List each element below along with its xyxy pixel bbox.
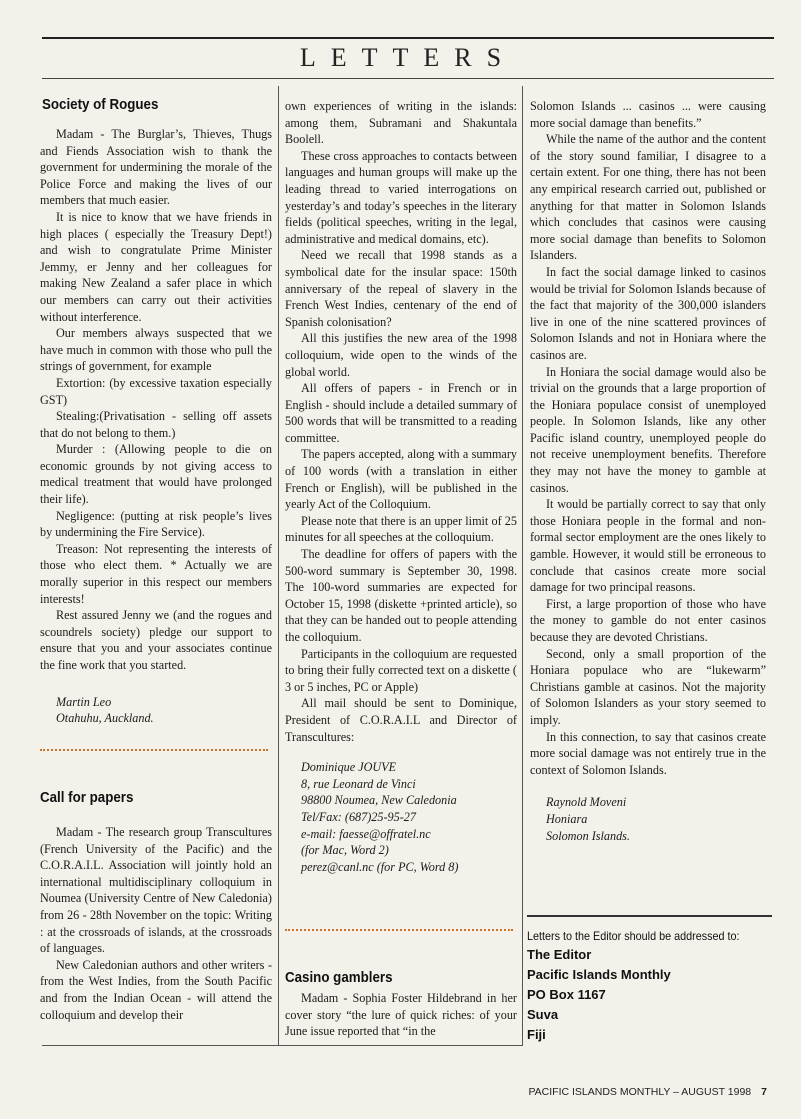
paragraph: own experiences of writing in the islands: among them, Subramani and Shakuntala Boolell. (285, 99, 517, 147)
paragraph: Rest assured Jenny we (and the rogues and scoundrels society) pledge our support to ensure that you and your associates continue the fine work that you started. (40, 608, 272, 672)
papers-title: Call for papers (40, 790, 134, 806)
editor-line: Suva (527, 1007, 559, 1022)
paragraph: In fact the social damage linked to casinos would be trivial for Solomon Islands because of the fact that majority of the 300,000 islanders live in one of the nine scattered provinces of Solomon Islands and not in Honiara where the casinos are. (530, 264, 766, 362)
paragraph: Our members always suspected that we have much in common with those who pull the strings of government, for example (40, 326, 272, 374)
paragraph: These cross approaches to contacts between languages and human groups will make up the leading thread to varied interrogations on yesterday’s and today’s speeches in the literary fields (political speeches, writing in the legal, administrative and medical domains, etc). (285, 148, 517, 246)
paragraph: All mail should be sent to Dominique, President of C.O.R.A.I.L and Director of Transcultures: (285, 696, 517, 744)
address-line: Tel/Fax: (687)25-95-27 (301, 809, 416, 824)
address-line: 8, rue Leonard de Vinci (301, 776, 416, 791)
paragraph: Negligence: (putting at risk people’s lives by undermining the Fire Service). (40, 508, 272, 540)
contact-address (285, 759, 517, 875)
rogues-title: Society of Rogues (42, 97, 159, 113)
paragraph: It would be partially correct to say that only those Honiara people in the formal and non-formal sector employment are the ones likely to gamble. However, it would still be erroneous to conclude that casinos create more social damage for two principal reasons. (530, 497, 766, 595)
paragraph: While the name of the author and the content of the story sound familiar, I disagree to a certain extent. For one thing, there has not been any empirical research carried out, published or anything for that matter in Solomon Islands which concludes that casinos were causing more social damage than benefits to Solomon Islanders. (530, 132, 766, 263)
papers-letter-part1 (40, 824, 272, 1023)
casino-letter-part2 (530, 98, 766, 844)
signature-place: Honiara (546, 811, 588, 826)
editor-line: Pacific Islands Monthly (527, 967, 671, 982)
paragraph: Madam - Sophia Foster Hildebrand in her cover story “the lure of quick riches: of your June issue reported that “in the (285, 991, 517, 1039)
casino-letter-part1 (285, 990, 517, 1040)
section-separator (285, 929, 513, 931)
column-divider-1 (278, 86, 279, 1046)
signature-place: Otahuhu, Auckland. (56, 711, 154, 726)
casino-signature (530, 794, 766, 844)
paragraph: Participants in the colloquium are requested to bring their fully corrected text on a diskette ( 3 or 5 inches, PC or Apple) (285, 646, 517, 694)
paragraph: Stealing:(Privatisation - selling off assets that do not belong to them.) (40, 409, 272, 440)
paragraph: Treason: Not representing the interests of those who elect them. * Actually we are morally superior in this respect our members interests! (40, 541, 272, 606)
paragraph: In this connection, to say that casinos create more social damage was not entirely true in the context of Solomon Islands. (530, 729, 766, 777)
signature-name: Martin Leo (56, 694, 112, 709)
column-divider-2 (522, 86, 523, 1046)
section-separator (40, 749, 268, 751)
paragraph: All offers of papers - in French or in English - should include a detailed summary of 500 words that will be transmitted to a reading committee. (285, 381, 517, 445)
paragraph: The papers accepted, along with a summary of 100 words (with a translation in either French or English), will be published in the yearly Act of the Colloquium. (285, 447, 517, 512)
rogues-signature (40, 694, 272, 727)
paragraph: It is nice to know that we have friends in high places ( especially the Treasury Dept!) and wish to congratulate Prime Minister Jemmy, er Jenny and her colleagues for making New Zealand a safer place in which our members can carry out their activities without interference. (40, 209, 272, 324)
paragraph: Madam - The research group Transcultures (French University of the Pacific) and the C.O.R.A.I.L. Association will jointly hold an international multidisciplinary colloquium in Noumea (University Centre of New Caledonia) from 26 - 28th November on the topic: Writing : at the crossroads of islands, at the crossroads of languages. (40, 825, 272, 956)
paragraph: Second, only a small proportion of the Honiara populace who are “lukewarm” Christians gamble at casinos. Not the majority of Solomon Islanders as your story seemed to imply. (530, 646, 766, 727)
page-footer (528, 1086, 767, 1098)
editor-intro: Letters to the Editor should be addressed to: (527, 929, 740, 943)
paragraph: The deadline for offers of papers with the 500-word summary is September 30, 1998. The 100-word summaries are expected for October 15, 1998 (diskette +printed article), so that they can be handed out to people attending the colloquium. (285, 547, 517, 644)
publication-name: PACIFIC ISLANDS MONTHLY – AUGUST 1998 (528, 1086, 752, 1098)
address-line: Dominique JOUVE (301, 760, 397, 775)
paragraph: In Honiara the social damage would also be trivial on the grounds that a large proportion of the Honiara populace consist of unemployed people. In Solomon Islands, like any other Pacific island country, unemployed people do not receive unemployment benefits. Therefore they may not have the money to gamble at casinos. (530, 364, 766, 495)
paragraph: All this justifies the new area of the 1998 colloquium, wide open to the winds of the global world. (285, 331, 517, 379)
papers-letter-part2 (285, 98, 517, 875)
editor-line: Fiji (527, 1027, 546, 1042)
bottom-rule (42, 1045, 522, 1046)
paragraph: Need we recall that 1998 stands as a symbolical date for the insular space: 150th anniversary of the repeal of slavery in the French West Indies, centenary of the end of Spanish colonisation? (285, 248, 517, 329)
email-line: e-mail: faesse@offratel.nc (301, 826, 431, 841)
editor-line: The Editor (527, 947, 592, 962)
paragraph: Murder : (Allowing people to die on economic grounds by not giving access to medical treatment that would have prolonged their life). (40, 442, 272, 507)
editor-box-rule (527, 915, 772, 917)
page-number: 7 (761, 1086, 767, 1098)
rogues-letter (40, 126, 272, 727)
paragraph: Solomon Islands ... casinos ... were causing more social damage than benefits.” (530, 99, 766, 130)
paragraph: Extortion: (by excessive taxation especially GST) (40, 375, 272, 407)
paragraph: Please note that there is an upper limit of 25 minutes for all speeches at the colloquium. (285, 513, 517, 545)
editor-address-box (527, 927, 772, 1045)
email-line: perez@canl.nc (for PC, Word 8) (301, 859, 459, 874)
paragraph: First, a large proportion of those who have the money to gamble do not enter casinos because they are devoted Christians. (530, 596, 766, 644)
page-heading: LETTERS (299, 43, 517, 72)
signature-name: Raynold Moveni (546, 795, 627, 810)
signature-place: Solomon Islands. (546, 828, 630, 843)
heading-rule (42, 78, 774, 79)
address-line: 98800 Noumea, New Caledonia (301, 793, 457, 808)
top-rule (42, 37, 774, 39)
casino-title: Casino gamblers (285, 970, 393, 986)
address-line: (for Mac, Word 2) (301, 843, 389, 858)
paragraph: Madam - The Burglar’s, Thieves, Thugs and Fiends Association wish to thank the government for undermining the morale of the Police Force and making the lives of our members that much easier. (40, 127, 272, 208)
paragraph: New Caledonian authors and other writers - from the West Indies, from the South Pacific and from the Indian Ocean - will attend the colloquium and develop their (40, 957, 272, 1022)
editor-line: PO Box 1167 (527, 987, 606, 1002)
